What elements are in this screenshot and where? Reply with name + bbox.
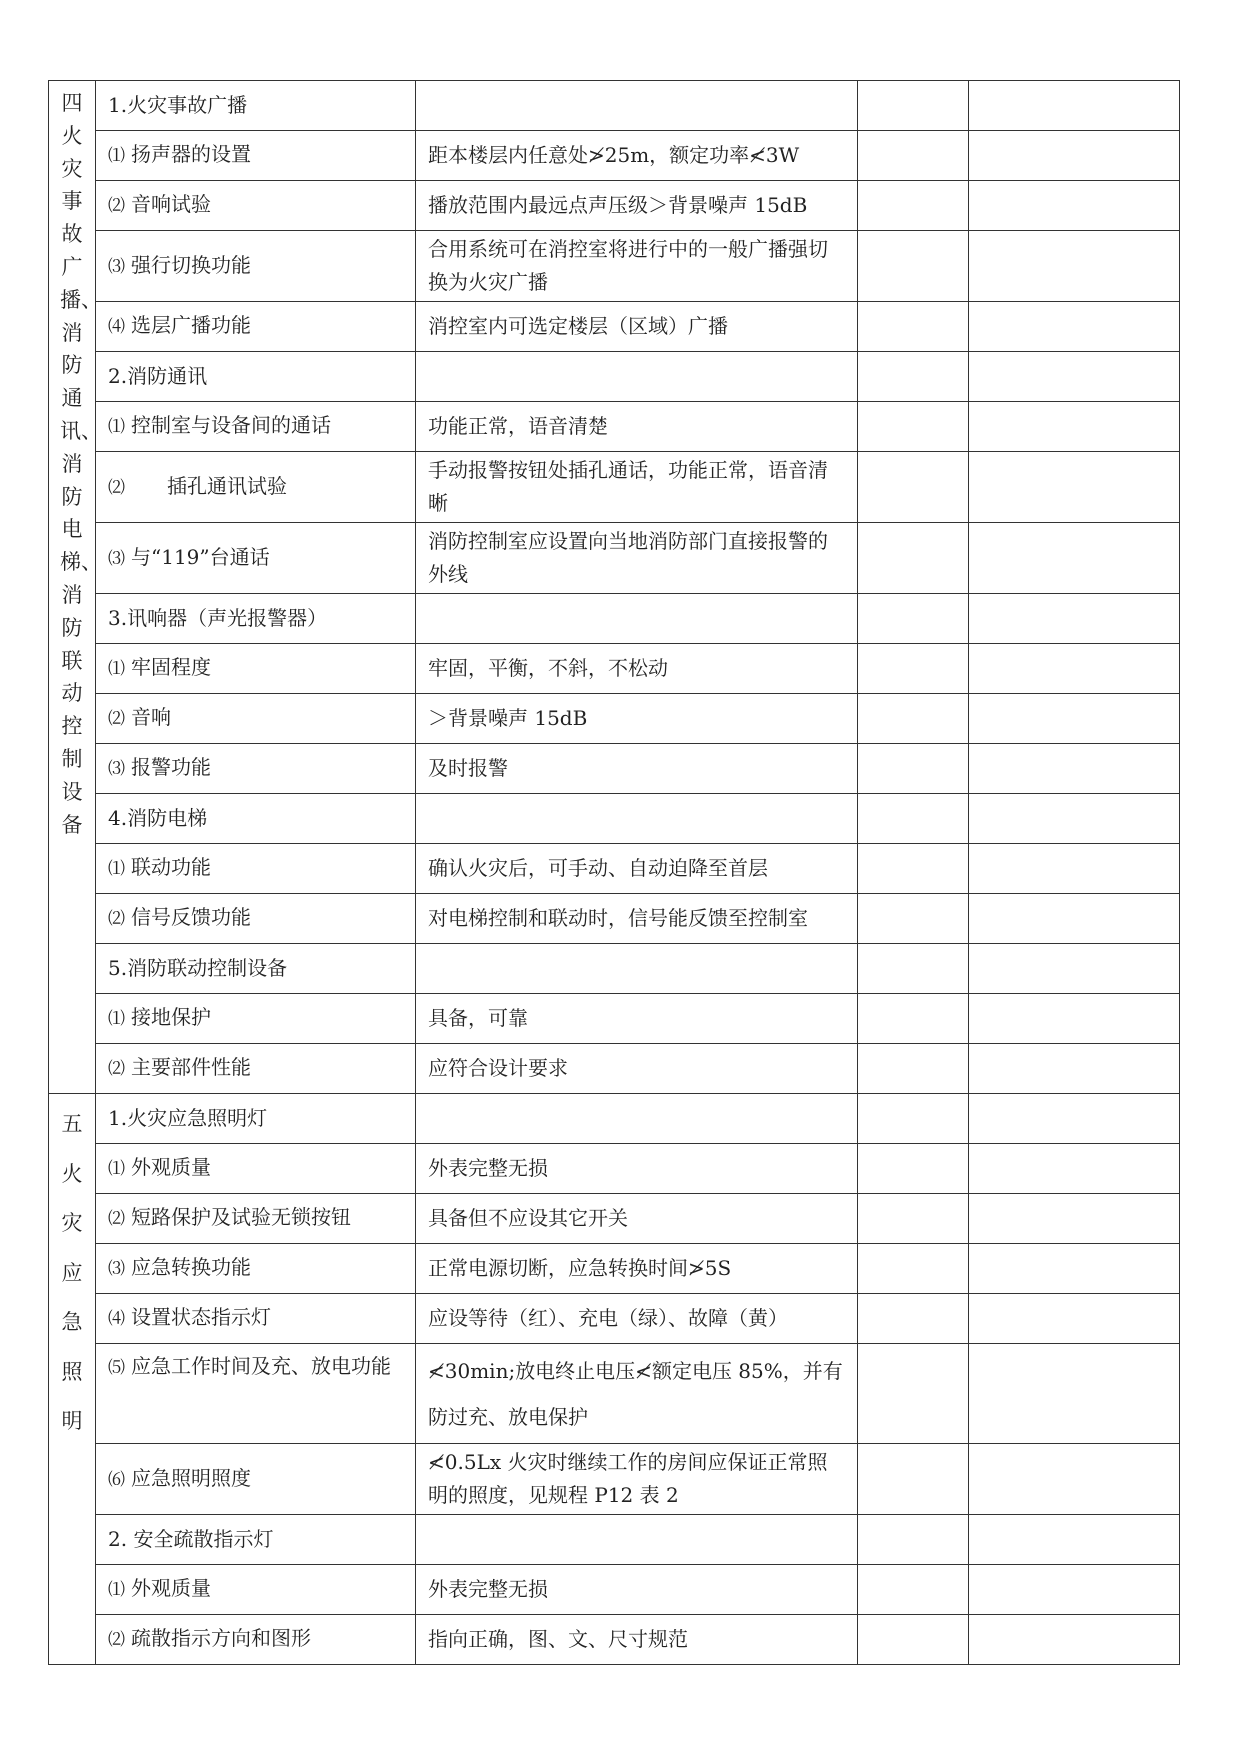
item-number: ⑶	[108, 759, 125, 779]
remark-cell	[969, 694, 1180, 744]
standard-cell: 应设等待（红）、充电（绿）、故障（黄）	[416, 1294, 858, 1344]
table-row	[49, 1044, 1180, 1094]
item-label: 外观质量	[131, 1576, 211, 1600]
item-number: ⑵	[108, 477, 125, 498]
result-cell	[858, 894, 969, 944]
table-row	[49, 994, 1180, 1044]
result-cell	[858, 1444, 969, 1515]
remark-cell	[969, 944, 1180, 994]
item-cell	[96, 302, 416, 352]
result-cell	[858, 402, 969, 452]
item-number: ⑴	[108, 146, 125, 166]
item-number: ⑶	[108, 1259, 125, 1279]
item-number: ⑵	[108, 709, 125, 729]
table-row	[49, 644, 1180, 694]
standard-cell	[416, 352, 858, 402]
result-cell	[858, 694, 969, 744]
item-cell	[96, 1344, 416, 1444]
item-number: ⑶	[108, 548, 125, 569]
item-number: ⑵	[108, 1059, 125, 1079]
result-cell	[858, 1194, 969, 1244]
standard-cell	[416, 944, 858, 994]
table-row	[49, 594, 1180, 644]
item-cell	[96, 594, 416, 644]
result-cell	[858, 81, 969, 131]
standard-cell: 外表完整无损	[416, 1565, 858, 1615]
item-label: 设置状态指示灯	[131, 1305, 271, 1329]
item-label: 联动功能	[131, 855, 211, 879]
item-cell	[96, 231, 416, 302]
remark-cell	[969, 994, 1180, 1044]
table-row	[49, 352, 1180, 402]
item-label: 信号反馈功能	[131, 905, 251, 929]
item-number: ⑹	[108, 1469, 125, 1490]
table-row	[49, 1094, 1180, 1144]
result-cell	[858, 523, 969, 594]
item-label: 1.火灾事故广播	[108, 93, 248, 117]
remark-cell	[969, 231, 1180, 302]
remark-cell	[969, 1565, 1180, 1615]
remark-cell	[969, 1094, 1180, 1144]
result-cell	[858, 231, 969, 302]
item-cell	[96, 1244, 416, 1294]
result-cell	[858, 1565, 969, 1615]
result-cell	[858, 1094, 969, 1144]
standard-cell: 指向正确，图、文、尺寸规范	[416, 1615, 858, 1665]
item-cell	[96, 894, 416, 944]
result-cell	[858, 1344, 969, 1444]
item-number: ⑴	[108, 659, 125, 679]
item-cell	[96, 131, 416, 181]
item-label: 4.消防电梯	[108, 806, 208, 830]
item-cell	[96, 1515, 416, 1565]
result-cell	[858, 181, 969, 231]
table-row	[49, 1565, 1180, 1615]
remark-cell	[969, 352, 1180, 402]
item-label: 5.消防联动控制设备	[108, 956, 288, 980]
remark-cell	[969, 1244, 1180, 1294]
table-row	[49, 1444, 1180, 1515]
item-label: 3.讯响器（声光报警器）	[108, 606, 328, 630]
item-number: ⑶	[108, 256, 125, 277]
item-cell	[96, 523, 416, 594]
item-cell	[96, 402, 416, 452]
item-label: 应急转换功能	[131, 1255, 251, 1279]
table-row	[49, 402, 1180, 452]
item-cell	[96, 1194, 416, 1244]
table-row	[49, 452, 1180, 523]
item-label: 插孔通讯试验	[167, 473, 287, 498]
item-cell	[96, 744, 416, 794]
item-label: 应急照明照度	[131, 1465, 251, 1490]
result-cell	[858, 944, 969, 994]
item-number: ⑸	[108, 1358, 125, 1378]
remark-cell	[969, 181, 1180, 231]
table-row	[49, 1615, 1180, 1665]
item-cell	[96, 81, 416, 131]
item-cell	[96, 944, 416, 994]
item-label: 1.火灾应急照明灯	[108, 1106, 268, 1130]
remark-cell	[969, 1444, 1180, 1515]
result-cell	[858, 1144, 969, 1194]
table-row	[49, 744, 1180, 794]
standard-cell: 及时报警	[416, 744, 858, 794]
table-row	[49, 1244, 1180, 1294]
section-title: 五火灾应急照明	[61, 1112, 83, 1433]
remark-cell	[969, 302, 1180, 352]
item-label: 控制室与设备间的通话	[131, 413, 331, 437]
table-row	[49, 1194, 1180, 1244]
item-label: 外观质量	[131, 1155, 211, 1179]
standard-cell: 距本楼层内任意处≯25m，额定功率≮3W	[416, 131, 858, 181]
standard-cell: 手动报警按钮处插孔通话，功能正常，语音清晰	[416, 452, 858, 523]
table-row	[49, 523, 1180, 594]
standard-cell: 牢固，平衡，不斜，不松动	[416, 644, 858, 694]
remark-cell	[969, 594, 1180, 644]
item-number: ⑷	[108, 1309, 125, 1329]
result-cell	[858, 131, 969, 181]
table-row	[49, 1144, 1180, 1194]
standard-cell: 正常电源切断，应急转换时间≯5S	[416, 1244, 858, 1294]
remark-cell	[969, 131, 1180, 181]
standard-cell: 对电梯控制和联动时，信号能反馈至控制室	[416, 894, 858, 944]
item-cell	[96, 994, 416, 1044]
item-label: 选层广播功能	[131, 313, 251, 337]
table-row	[49, 944, 1180, 994]
remark-cell	[969, 452, 1180, 523]
item-label: 牢固程度	[131, 655, 211, 679]
result-cell	[858, 744, 969, 794]
table-row	[49, 1515, 1180, 1565]
remark-cell	[969, 1044, 1180, 1094]
inspection-table	[48, 80, 1180, 1665]
remark-cell	[969, 81, 1180, 131]
table-row	[49, 1294, 1180, 1344]
remark-cell	[969, 1515, 1180, 1565]
item-cell	[96, 794, 416, 844]
item-cell	[96, 644, 416, 694]
result-cell	[858, 794, 969, 844]
item-number: ⑴	[108, 859, 125, 879]
item-label: 音响试验	[131, 192, 211, 216]
standard-cell: 具备，可靠	[416, 994, 858, 1044]
remark-cell	[969, 1144, 1180, 1194]
item-cell	[96, 1615, 416, 1665]
item-label: 短路保护及试验无锁按钮	[131, 1205, 351, 1229]
item-label: 接地保护	[131, 1005, 211, 1029]
section-5-title-cell	[49, 1094, 96, 1665]
item-number: ⑷	[108, 317, 125, 337]
item-cell	[96, 352, 416, 402]
standard-cell: 消控室内可选定楼层（区域）广播	[416, 302, 858, 352]
table-row	[49, 694, 1180, 744]
item-label: 强行切换功能	[131, 252, 251, 277]
table-row	[49, 1344, 1180, 1444]
result-cell	[858, 1615, 969, 1665]
remark-cell	[969, 402, 1180, 452]
standard-cell: 合用系统可在消控室将进行中的一般广播强切换为火灾广播	[416, 231, 858, 302]
remark-cell	[969, 1344, 1180, 1444]
standard-cell	[416, 1094, 858, 1144]
table-row	[49, 81, 1180, 131]
result-cell	[858, 844, 969, 894]
remark-cell	[969, 523, 1180, 594]
remark-cell	[969, 844, 1180, 894]
table-row	[49, 231, 1180, 302]
item-cell	[96, 181, 416, 231]
item-number: ⑵	[108, 1209, 125, 1229]
item-cell	[96, 1444, 416, 1515]
item-cell	[96, 1144, 416, 1194]
item-label: 疏散指示方向和图形	[131, 1626, 311, 1650]
result-cell	[858, 594, 969, 644]
item-number: ⑴	[108, 1009, 125, 1029]
item-cell	[96, 1294, 416, 1344]
standard-cell: ≮30min;放电终止电压≮额定电压 85%，并有防过充、放电保护	[416, 1344, 858, 1444]
item-label: 应急工作时间及充、放电功能	[131, 1354, 391, 1378]
item-label: 音响	[131, 705, 171, 729]
result-cell	[858, 1044, 969, 1094]
remark-cell	[969, 644, 1180, 694]
item-cell	[96, 844, 416, 894]
result-cell	[858, 1244, 969, 1294]
item-number: ⑵	[108, 909, 125, 929]
item-label: 2. 安全疏散指示灯	[108, 1527, 274, 1551]
standard-cell: ＞背景噪声 15dB	[416, 694, 858, 744]
item-cell	[96, 1094, 416, 1144]
standard-cell	[416, 594, 858, 644]
standard-cell: 消防控制室应设置向当地消防部门直接报警的外线	[416, 523, 858, 594]
item-label: 2.消防通讯	[108, 364, 208, 388]
item-cell	[96, 452, 416, 523]
standard-cell	[416, 1515, 858, 1565]
standard-cell	[416, 81, 858, 131]
remark-cell	[969, 1294, 1180, 1344]
item-cell	[96, 1565, 416, 1615]
item-label: 主要部件性能	[131, 1055, 251, 1079]
item-label: 与“119”台通话	[131, 544, 270, 569]
remark-cell	[969, 894, 1180, 944]
result-cell	[858, 1515, 969, 1565]
item-label: 扬声器的设置	[131, 142, 251, 166]
result-cell	[858, 644, 969, 694]
item-number: ⑴	[108, 1159, 125, 1179]
item-cell	[96, 694, 416, 744]
item-number: ⑵	[108, 196, 125, 216]
standard-cell: ≮0.5Lx 火灾时继续工作的房间应保证正常照明的照度，见规程 P12 表 2	[416, 1444, 858, 1515]
table-row	[49, 302, 1180, 352]
result-cell	[858, 452, 969, 523]
item-number: ⑴	[108, 417, 125, 437]
section-title: 四火灾事故广播、消防通讯、消防电梯、消防联动控制设备	[60, 91, 102, 837]
result-cell	[858, 302, 969, 352]
item-number: ⑵	[108, 1630, 125, 1650]
section-4-title-cell	[49, 81, 102, 1094]
remark-cell	[969, 1615, 1180, 1665]
table-row	[49, 181, 1180, 231]
remark-cell	[969, 794, 1180, 844]
table-row	[49, 844, 1180, 894]
item-number: ⑴	[108, 1580, 125, 1600]
item-cell	[96, 1044, 416, 1094]
standard-cell: 确认火灾后，可手动、自动迫降至首层	[416, 844, 858, 894]
table-row	[49, 894, 1180, 944]
result-cell	[858, 1294, 969, 1344]
table-row	[49, 794, 1180, 844]
remark-cell	[969, 1194, 1180, 1244]
remark-cell	[969, 744, 1180, 794]
table-row	[49, 131, 1180, 181]
standard-cell: 外表完整无损	[416, 1144, 858, 1194]
item-label: 报警功能	[131, 755, 211, 779]
result-cell	[858, 352, 969, 402]
standard-cell: 功能正常，语音清楚	[416, 402, 858, 452]
standard-cell	[416, 794, 858, 844]
result-cell	[858, 994, 969, 1044]
standard-cell: 播放范围内最远点声压级＞背景噪声 15dB	[416, 181, 858, 231]
standard-cell: 具备但不应设其它开关	[416, 1194, 858, 1244]
standard-cell: 应符合设计要求	[416, 1044, 858, 1094]
